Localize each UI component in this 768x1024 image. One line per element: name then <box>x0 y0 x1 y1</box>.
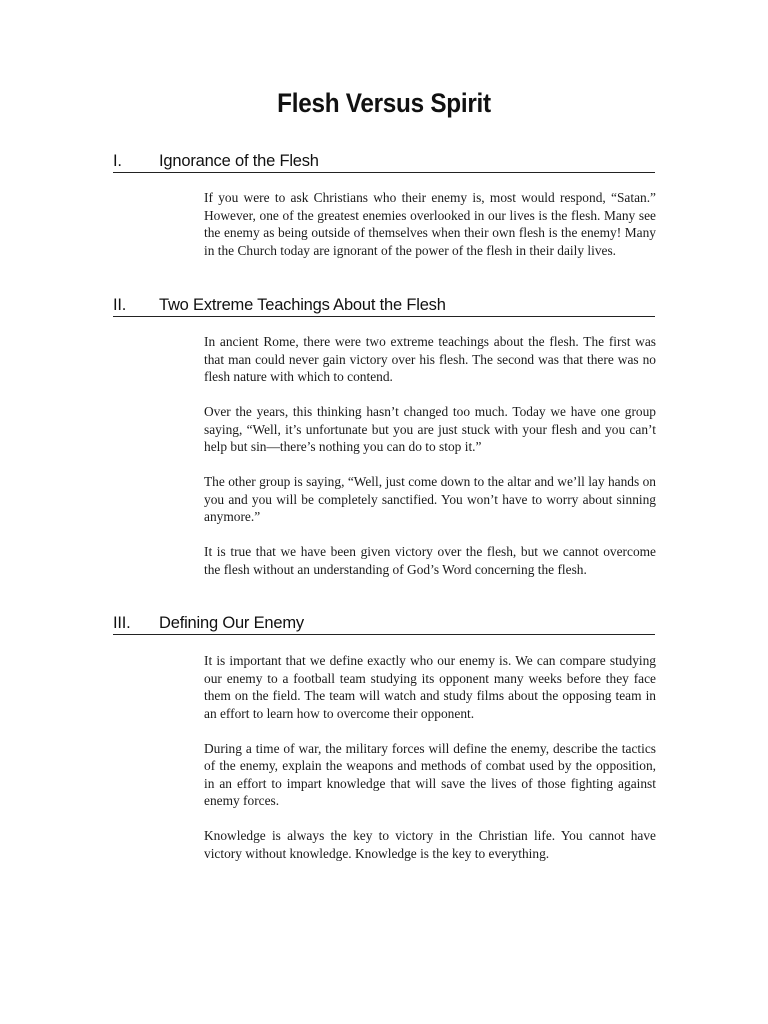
section-number: I. <box>113 152 122 170</box>
paragraph: In ancient Rome, there were two extreme teachings about the flesh. The first was that man could never gain victory over his flesh. The second was that there was no flesh nature with which to contend. <box>204 334 656 384</box>
paragraph: During a time of war, the military forces will define the enemy, describe the tactics of the enemy, explain the weapons and methods of combat used by the opposition, in an effort to impart knowledge that will save the lives of those fighting against enemy forces. <box>204 740 656 808</box>
paragraph: It is true that we have been given victory over the flesh, but we cannot overcome the flesh without an understanding of God’s Word concerning the flesh. <box>204 544 656 577</box>
section-title: Two Extreme Teachings About the Flesh <box>159 296 446 314</box>
section-title: Ignorance of the Flesh <box>159 152 319 170</box>
section-number: II. <box>113 296 127 314</box>
paragraph: It is important that we define exactly who our enemy is. We can compare studying our enemy to a football team studying its opponent many weeks before they face them on the field. The team will watch and study films about the opposing team in an effort to learn how to overcome their opponent. <box>204 653 656 721</box>
paragraph: Knowledge is always the key to victory in the Christian life. You cannot have victory without knowledge. Knowledge is the key to everything. <box>204 828 656 861</box>
paragraph: The other group is saying, “Well, just come down to the altar and we’ll lay hands on you and you will be completely sanctified. You won’t have to worry about sinning anymore.” <box>204 474 656 524</box>
section-body-ignorance-of-the-flesh <box>204 189 656 259</box>
section-title: Defining Our Enemy <box>159 614 304 632</box>
paragraph: Over the years, this thinking hasn’t changed too much. Today we have one group saying, “Well, it’s unfortunate but you are just stuck with your flesh and you can’t help but sin—there’s nothing you can do to stop it.” <box>204 404 656 454</box>
section-body-defining-our-enemy <box>204 652 656 862</box>
page-title: Flesh Versus Spirit <box>277 88 491 118</box>
section-number: III. <box>113 614 131 632</box>
section-heading-two-extreme-teachings <box>113 296 655 317</box>
section-heading-ignorance-of-the-flesh <box>113 152 655 173</box>
section-body-two-extreme-teachings <box>204 333 656 578</box>
section-heading-defining-our-enemy <box>113 614 655 635</box>
paragraph: If you were to ask Christians who their enemy is, most would respond, “Satan.” However, one of the greatest enemies overlooked in our lives is the flesh. Many see the enemy as being outside of themselves when their own flesh is the enemy! Many in the Church today are ignorant of the power of the flesh in their daily lives. <box>204 190 656 258</box>
